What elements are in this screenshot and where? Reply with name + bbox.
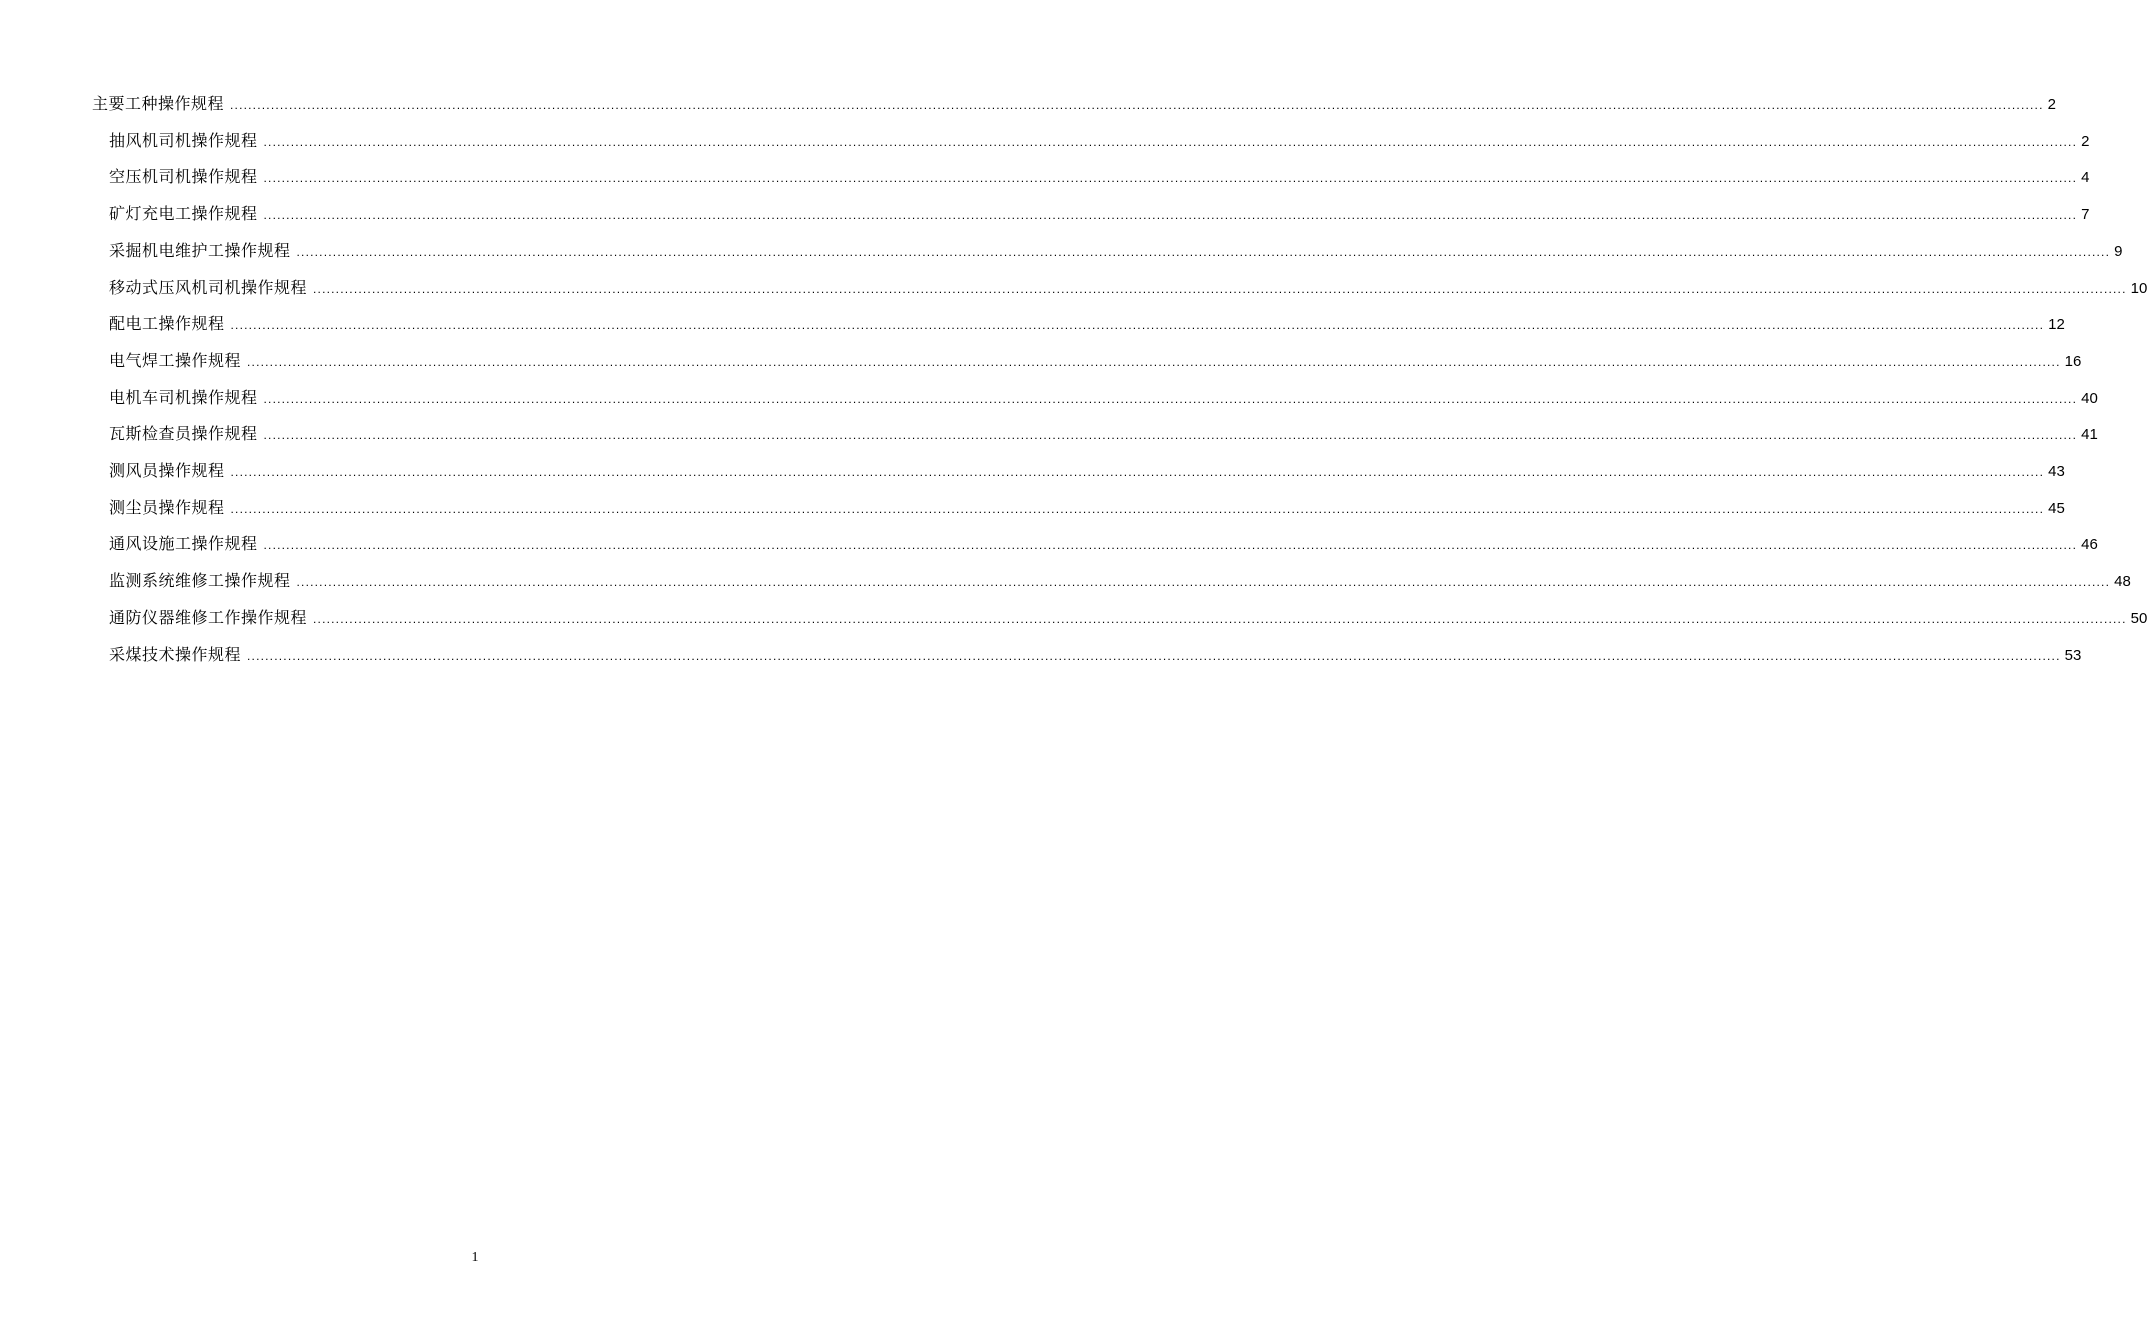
toc-entry-title: 移动式压风机司机操作规程 bbox=[109, 277, 308, 297]
toc-entry-title: 空压机司机操作规程 bbox=[109, 167, 258, 187]
toc-entry-page: 53 bbox=[2064, 646, 2082, 664]
toc-entry-page: 45 bbox=[2048, 499, 2065, 517]
toc-entry-page: 16 bbox=[2064, 352, 2082, 370]
toc-entry-page: 12 bbox=[2048, 316, 2065, 334]
toc-dot-leader: ................................................................................................................................................................................................................................................................................................................................................................................................................ bbox=[296, 575, 2111, 590]
toc-entry-title: 主要工种操作规程 bbox=[92, 94, 225, 113]
toc-entry[interactable] bbox=[109, 129, 2090, 153]
toc-dot-leader: ................................................................................................................................................................................................................................................................................................................................................................................................................ bbox=[296, 244, 2111, 259]
toc-entry-page: 46 bbox=[2081, 536, 2098, 554]
toc-entry-title: 抽风机司机操作规程 bbox=[109, 130, 258, 150]
toc-entry-page: 2 bbox=[2047, 96, 2056, 113]
toc-dot-leader: ................................................................................................................................................................................................................................................................................................................................................................................................................ bbox=[263, 208, 2078, 223]
toc-entry[interactable] bbox=[109, 643, 2082, 667]
toc-entry[interactable] bbox=[109, 422, 2098, 446]
toc-entry-page: 2 bbox=[2081, 132, 2090, 150]
toc-entry-title: 通防仪器维修工作操作规程 bbox=[109, 607, 308, 627]
toc-dot-leader: ................................................................................................................................................................................................................................................................................................................................................................................................................ bbox=[230, 465, 2045, 479]
toc-entry-title: 通风设施工操作规程 bbox=[109, 534, 258, 554]
toc-entry-page: 48 bbox=[2114, 573, 2131, 591]
toc-entry[interactable] bbox=[109, 202, 2090, 226]
toc-entry-page: 50 bbox=[2130, 609, 2147, 627]
toc-dot-leader: ................................................................................................................................................................................................................................................................................................................................................................................................................ bbox=[263, 538, 2078, 553]
toc-entry-title: 瓦斯检查员操作规程 bbox=[109, 424, 258, 444]
toc-dot-leader: ................................................................................................................................................................................................................................................................................................................................................................................................................ bbox=[230, 318, 2045, 333]
toc-entry[interactable] bbox=[109, 459, 2065, 483]
toc-entry-page: 40 bbox=[2081, 389, 2098, 407]
toc-entry-title: 电机车司机操作规程 bbox=[109, 387, 258, 407]
page-number: 1 bbox=[471, 1250, 479, 1265]
toc-entry[interactable] bbox=[109, 386, 2098, 410]
toc-entry-title: 矿灯充电工操作规程 bbox=[109, 204, 258, 224]
toc-entry-title: 配电工操作规程 bbox=[109, 314, 225, 334]
toc-dot-leader: ................................................................................................................................................................................................................................................................................................................................................................................................................ bbox=[263, 391, 2078, 406]
toc-dot-leader: ................................................................................................................................................................................................................................................................................................................................................................................................................ bbox=[230, 501, 2045, 516]
toc-entry[interactable] bbox=[109, 165, 2090, 189]
toc-dot-leader: ................................................................................................................................................................................................................................................................................................................................................................................................................ bbox=[313, 281, 2127, 296]
toc-dot-leader: ................................................................................................................................................................................................................................................................................................................................................................................................................ bbox=[263, 428, 2078, 443]
toc-dot-leader: ................................................................................................................................................................................................................................................................................................................................................................................................................ bbox=[263, 134, 2078, 149]
toc-entry-page: 7 bbox=[2081, 206, 2090, 224]
toc-entry[interactable] bbox=[109, 312, 2065, 336]
toc-entry[interactable] bbox=[109, 606, 2147, 630]
toc-entry[interactable] bbox=[109, 569, 2131, 593]
toc-entry[interactable] bbox=[92, 92, 2056, 116]
toc-entry-title: 电气焊工操作规程 bbox=[109, 350, 242, 370]
toc-entry-title: 测风员操作规程 bbox=[109, 461, 225, 480]
toc-entry-title: 采煤技术操作规程 bbox=[109, 644, 242, 664]
toc-entry-page: 43 bbox=[2048, 463, 2065, 480]
toc-entry[interactable] bbox=[109, 496, 2065, 520]
toc-entry-page: 4 bbox=[2081, 169, 2090, 187]
toc-entry[interactable] bbox=[109, 349, 2082, 373]
toc-entry[interactable] bbox=[109, 532, 2098, 556]
toc-dot-leader: ................................................................................................................................................................................................................................................................................................................................................................................................................ bbox=[247, 648, 2061, 663]
toc-entry-title: 采掘机电维护工操作规程 bbox=[109, 240, 291, 260]
toc-entry[interactable] bbox=[109, 239, 2123, 263]
toc-entry[interactable] bbox=[109, 276, 2147, 300]
toc-entry-page: 9 bbox=[2114, 242, 2123, 260]
toc-dot-leader: ................................................................................................................................................................................................................................................................................................................................................................................................................ bbox=[263, 171, 2078, 186]
toc-entry-title: 测尘员操作规程 bbox=[109, 497, 225, 517]
toc-dot-leader: ................................................................................................................................................................................................................................................................................................................................................................................................................ bbox=[313, 611, 2127, 626]
toc-dot-leader: ................................................................................................................................................................................................................................................................................................................................................................................................................ bbox=[230, 98, 2044, 112]
toc-entry-page: 41 bbox=[2081, 426, 2098, 444]
toc-entry-page: 10 bbox=[2130, 279, 2147, 297]
toc-entry-title: 监测系统维修工操作规程 bbox=[109, 571, 291, 591]
toc-dot-leader: ................................................................................................................................................................................................................................................................................................................................................................................................................ bbox=[247, 354, 2061, 369]
